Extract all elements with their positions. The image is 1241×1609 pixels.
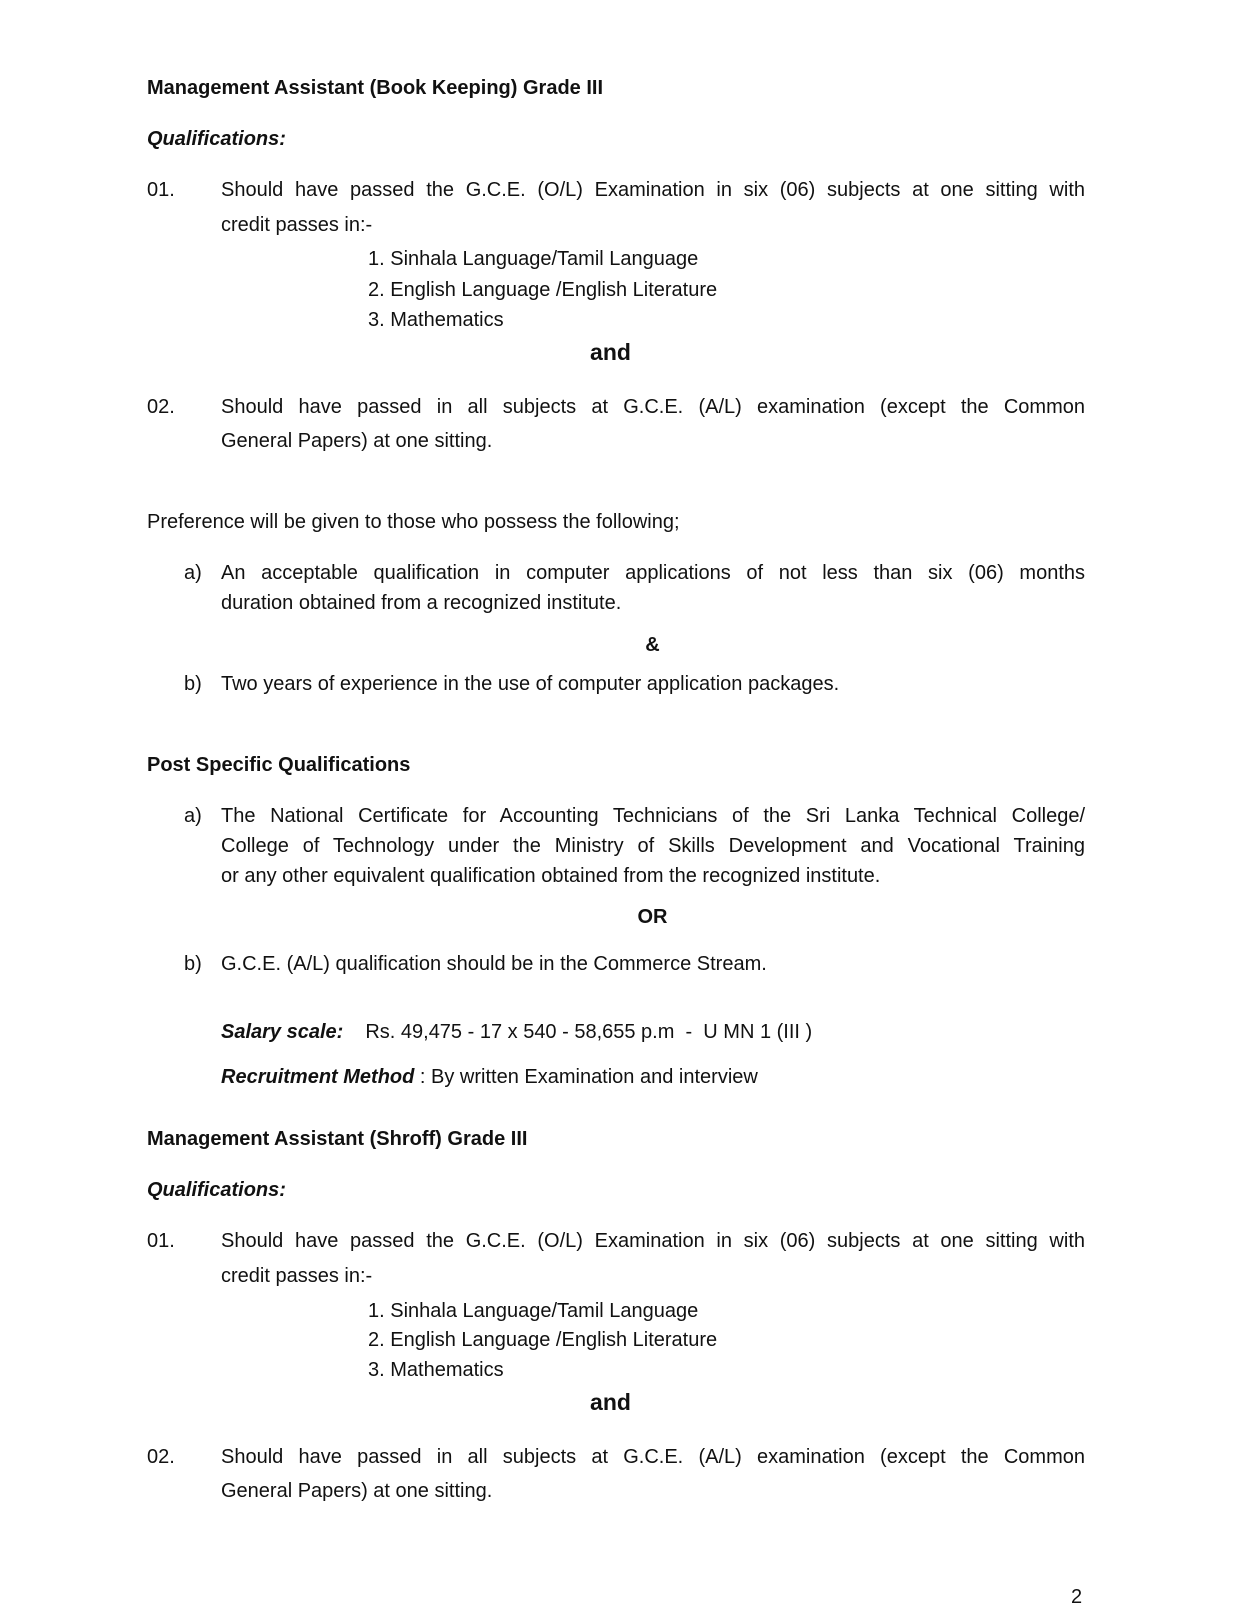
preference-text: An acceptable qualification in computer applications of not less than six (06) months bbox=[221, 562, 1085, 584]
post-specific-text: The National Certificate for Accounting Technicians of the Sri Lanka Technical College/ bbox=[221, 805, 1085, 827]
item-number: 01. bbox=[147, 179, 175, 201]
qualification-text: General Papers) at one sitting. bbox=[221, 1480, 493, 1502]
salary-scale bbox=[221, 1020, 812, 1044]
subject-item: 1. Sinhala Language/Tamil Language bbox=[368, 1300, 699, 1322]
post-specific-text: or any other equivalent qualification obtained from the recognized institute. bbox=[221, 865, 881, 887]
qualification-text: General Papers) at one sitting. bbox=[221, 430, 493, 452]
and-connector: and bbox=[590, 1389, 631, 1415]
list-label: b) bbox=[184, 953, 202, 975]
qualification-text: Should have passed the G.C.E. (O/L) Examination in six (06) subjects at one sitting with bbox=[221, 179, 1085, 201]
list-label: b) bbox=[184, 673, 202, 695]
post-specific-title: Post Specific Qualifications bbox=[147, 754, 411, 776]
preference-text: Two years of experience in the use of computer application packages. bbox=[221, 673, 840, 695]
post-specific-text: College of Technology under the Ministry of Skills Development and Vocational Training bbox=[221, 835, 1085, 857]
subject-item: 1. Sinhala Language/Tamil Language bbox=[368, 248, 699, 270]
list-label: a) bbox=[184, 805, 202, 827]
preference-intro: Preference will be given to those who possess the following; bbox=[147, 511, 680, 533]
section-title: Management Assistant (Shroff) Grade III bbox=[147, 1128, 528, 1150]
page-number: 2 bbox=[1071, 1586, 1083, 1608]
subject-item: 2. English Language /English Literature bbox=[368, 1329, 718, 1351]
salary-value: Rs. 49,475 - 17 x 540 - 58,655 p.m - U MN 1 (III ) bbox=[365, 1021, 813, 1043]
recruitment-method bbox=[221, 1065, 758, 1089]
or-connector: OR bbox=[637, 906, 668, 928]
qualification-text: credit passes in:- bbox=[221, 1265, 373, 1287]
post-specific-text: G.C.E. (A/L) qualification should be in the Commerce Stream. bbox=[221, 953, 767, 975]
subject-item: 3. Mathematics bbox=[368, 309, 504, 331]
list-label: a) bbox=[184, 562, 202, 584]
qualification-text: Should have passed in all subjects at G.C.E. (A/L) examination (except the Common bbox=[221, 396, 1085, 418]
item-number: 02. bbox=[147, 1446, 175, 1468]
recruitment-label: Recruitment Method bbox=[221, 1066, 415, 1088]
qualification-text: Should have passed the G.C.E. (O/L) Examination in six (06) subjects at one sitting with bbox=[221, 1230, 1085, 1252]
qualification-text: Should have passed in all subjects at G.C.E. (A/L) examination (except the Common bbox=[221, 1446, 1085, 1468]
subject-item: 3. Mathematics bbox=[368, 1359, 504, 1381]
subject-item: 2. English Language /English Literature bbox=[368, 279, 718, 301]
qualifications-label: Qualifications: bbox=[147, 1179, 286, 1201]
qualification-text: credit passes in:- bbox=[221, 214, 373, 236]
item-number: 02. bbox=[147, 396, 175, 418]
section-title: Management Assistant (Book Keeping) Grade III bbox=[147, 77, 604, 99]
ampersand-connector: & bbox=[645, 634, 660, 656]
qualifications-label: Qualifications: bbox=[147, 128, 286, 150]
preference-text: duration obtained from a recognized institute. bbox=[221, 592, 622, 614]
salary-label: Salary scale: bbox=[221, 1021, 344, 1043]
recruitment-value: : By written Examination and interview bbox=[414, 1066, 758, 1088]
item-number: 01. bbox=[147, 1230, 175, 1252]
and-connector: and bbox=[590, 339, 631, 365]
